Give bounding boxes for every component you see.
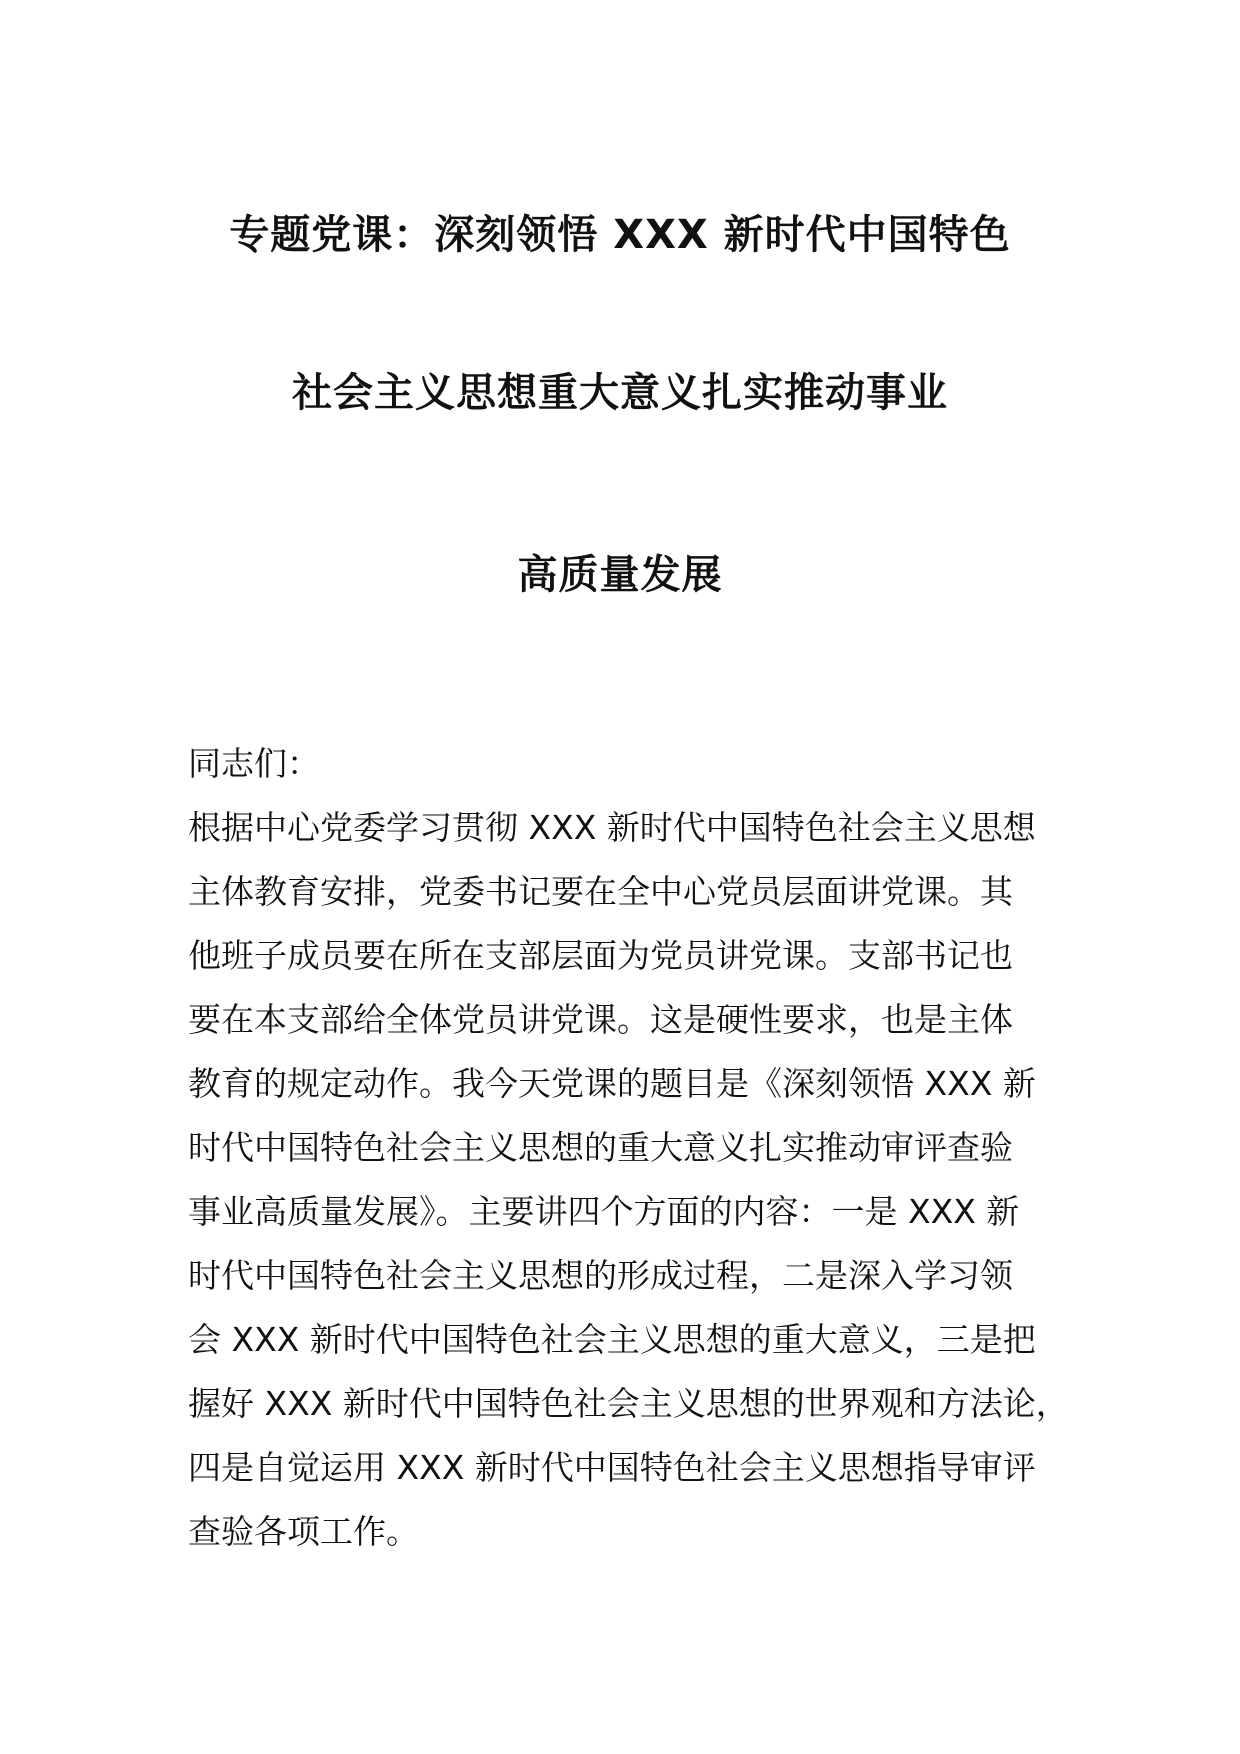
body-line: 事业高质量发展》。主要讲四个方面的内容：一是 XXX 新	[188, 1192, 1020, 1231]
body-line: 查验各项工作。	[188, 1512, 419, 1551]
body-line: 会 XXX 新时代中国特色社会主义思想的重大意义，三是把	[188, 1320, 1036, 1359]
body-line: 根据中心党委学习贯彻 XXX 新时代中国特色社会主义思想	[188, 808, 1036, 847]
document-body	[188, 732, 1088, 1564]
body-line: 时代中国特色社会主义思想的重大意义扎实推动审评查验	[188, 1128, 1013, 1167]
body-line: 要在本支部给全体党员讲党课。这是硬性要求，也是主体	[188, 1000, 1013, 1039]
document-title-line-3: 高质量发展	[517, 552, 723, 598]
salutation: 同志们：	[188, 744, 320, 783]
body-line: 主体教育安排，党委书记要在全中心党员层面讲党课。其	[188, 872, 1013, 911]
body-line: 时代中国特色社会主义思想的形成过程，二是深入学习领	[188, 1256, 1013, 1295]
body-line: 四是自觉运用 XXX 新时代中国特色社会主义思想指导审评	[188, 1448, 1036, 1487]
body-line: 他班子成员要在所在支部层面为党员讲党课。支部书记也	[188, 936, 1013, 975]
document-title-line-2: 社会主义思想重大意义扎实推动事业	[292, 370, 948, 416]
body-line: 握好 XXX 新时代中国特色社会主义思想的世界观和方法论，	[188, 1384, 1069, 1423]
body-line: 教育的规定动作。我今天党课的题目是《深刻领悟 XXX 新	[188, 1064, 1036, 1103]
document-title-line-1: 专题党课：深刻领悟 XXX 新时代中国特色	[229, 212, 1011, 258]
